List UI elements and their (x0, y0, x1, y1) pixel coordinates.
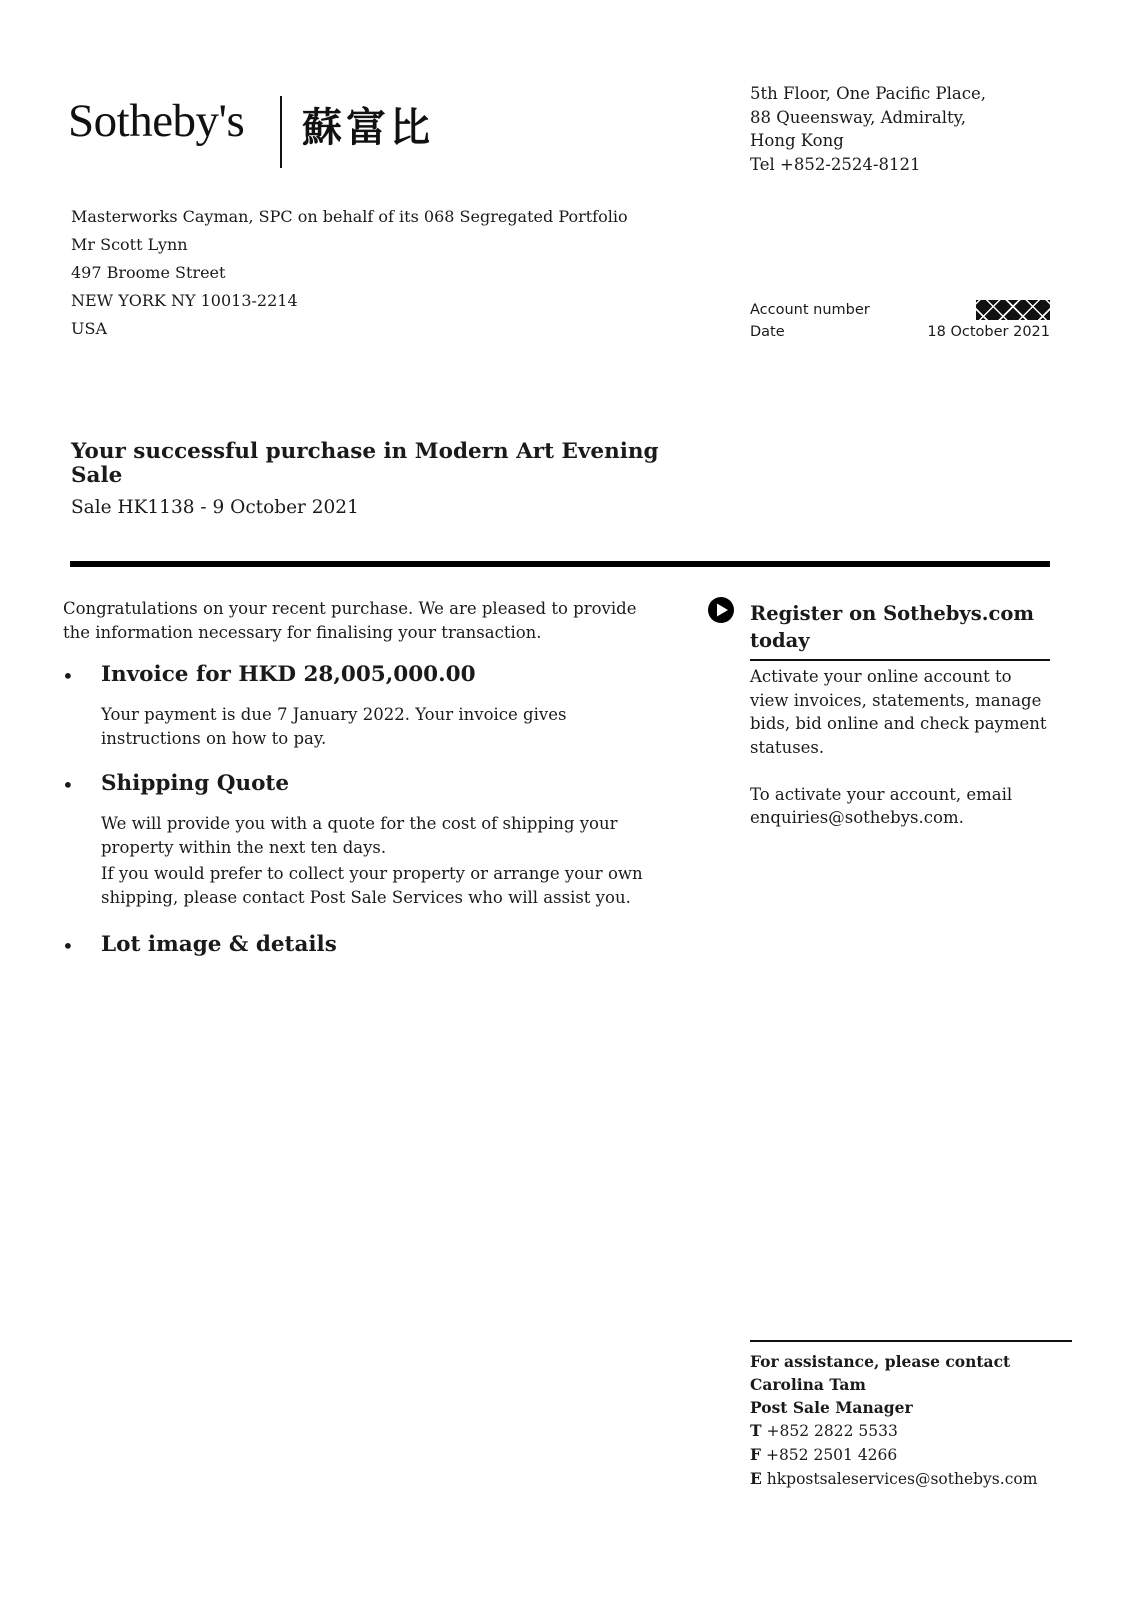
office-address-line: 88 Queensway, Admiralty, (750, 107, 967, 127)
contact-intro: For assistance, please contact (750, 1352, 1011, 1371)
invoice-body (101, 703, 661, 750)
sale-subtitle: Sale HK1138 - 9 October 2021 (71, 497, 359, 518)
register-body (750, 665, 1055, 830)
contact-phone: +852 2822 5533 (766, 1422, 898, 1440)
lot-details-heading: Lot image & details (101, 932, 337, 957)
account-number-row (750, 299, 1050, 321)
register-divider (750, 659, 1050, 661)
logo-divider (280, 96, 282, 168)
office-phone: Tel +852-2524-8121 (750, 154, 921, 174)
fax-label: F (750, 1445, 762, 1464)
shipping-text-1: We will provide you with a quote for the cost of shipping your property within the next ten days. (101, 814, 618, 857)
shipping-body (101, 812, 661, 909)
account-number-label: Account number (750, 302, 870, 318)
register-heading: Register on Sothebys.com today (750, 602, 1035, 652)
sale-title: Your successful purchase in Modern Art Evening Sale (71, 439, 659, 488)
register-text-2: To activate your account, email enquiries@sothebys.com. (750, 784, 1013, 827)
date-value: 18 October 2021 (927, 324, 1050, 340)
contact-divider (750, 1340, 1072, 1342)
heavy-divider (70, 561, 1050, 567)
recipient-name: Mr Scott Lynn (71, 235, 188, 254)
contact-fax-row (750, 1443, 1037, 1467)
recipient-street: 497 Broome Street (71, 263, 226, 282)
contact-phone-row (750, 1419, 1037, 1443)
recipient-address (71, 203, 628, 343)
shipping-heading: Shipping Quote (101, 771, 290, 796)
invoice-heading: Invoice for HKD 28,005,000.00 (101, 662, 476, 687)
contact-email: hkpostsaleservices@sothebys.com (766, 1470, 1038, 1488)
sothebys-logo-wordmark: Sotheby's (68, 95, 245, 147)
recipient-country: USA (71, 319, 107, 338)
account-number-redacted (976, 300, 1050, 320)
date-label: Date (750, 324, 785, 340)
play-circle-icon (707, 596, 735, 624)
date-row (750, 321, 1050, 343)
recipient-city: NEW YORK NY 10013-2214 (71, 291, 298, 310)
sothebys-logo-chinese: 蘇富比 (302, 105, 434, 151)
recipient-company: Masterworks Cayman, SPC on behalf of its 068 Segregated Portfolio (71, 207, 628, 226)
office-address-line: Hong Kong (750, 131, 844, 150)
contact-fax: +852 2501 4266 (765, 1446, 898, 1464)
contact-name: Carolina Tam (750, 1375, 866, 1394)
phone-label: T (750, 1421, 762, 1440)
office-address (750, 82, 986, 176)
email-label: E (750, 1469, 762, 1488)
office-address-line: 5th Floor, One Pacific Place, (750, 84, 986, 103)
shipping-text-2: If you would prefer to collect your property or arrange your own shipping, please contact Post Sale Services who will assist you. (101, 864, 643, 907)
register-text-1: Activate your online account to view invoices, statements, manage bids, bid online and check payment statuses. (750, 667, 1047, 757)
contact-title: Post Sale Manager (750, 1398, 913, 1417)
bullet-icon: • (62, 773, 74, 797)
contact-block (750, 1350, 1037, 1491)
invoice-text: Your payment is due 7 January 2022. Your invoice gives instructions on how to pay. (101, 705, 567, 748)
bullet-icon: • (62, 664, 74, 688)
contact-email-row (750, 1467, 1037, 1491)
bullet-icon: • (62, 934, 74, 958)
intro-text: Congratulations on your recent purchase. We are pleased to provide the information necessary for finalising your transaction. (63, 599, 637, 642)
